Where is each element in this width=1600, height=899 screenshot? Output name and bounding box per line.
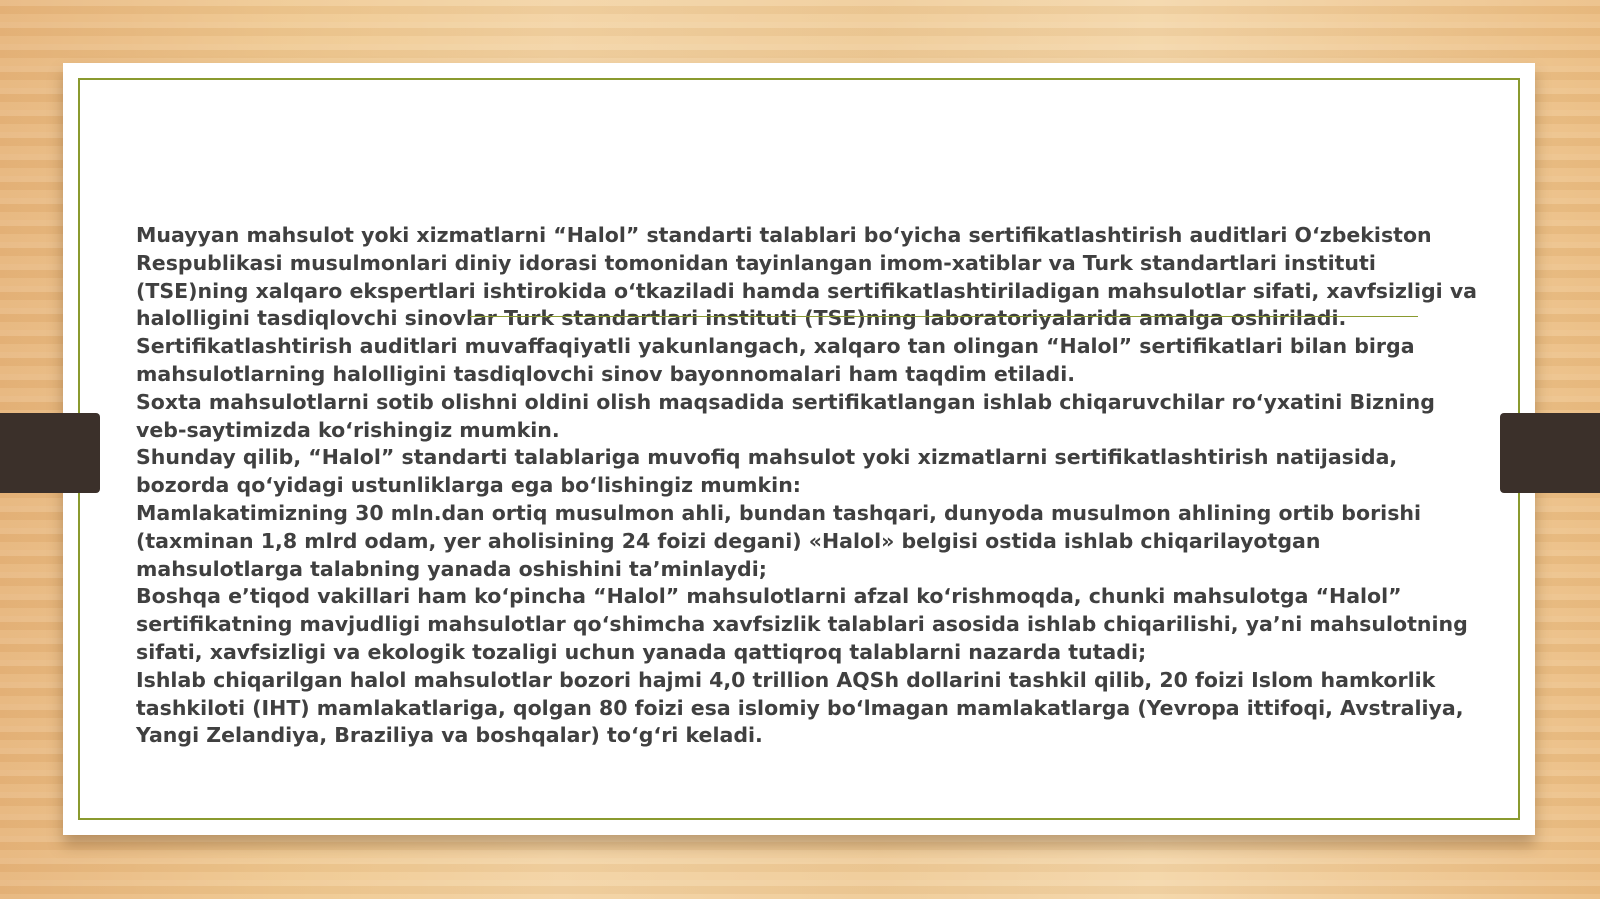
- slide-body-text: [136, 222, 1486, 750]
- paragraph-muslim-population-demand: Mamlakatimizning 30 mln.dan ortiq musulmon ahli, bundan tashqari, dunyoda musulmon ahlining ortib borishi (taxminan 1,8 mlrd odam, yer aholisining 24 foizi degani) «Halol» belgisi ostida ishlab chiqarilayotgan mahsulotlarga talabning yanada oshishini taʼminlaydi;: [136, 500, 1422, 581]
- right-decorative-tab: [1500, 413, 1600, 493]
- left-decorative-tab: [0, 413, 100, 493]
- paragraph-halal-market-size: Ishlab chiqarilgan halol mahsulotlar bozori hajmi 4,0 trillion AQSh dollarini tashkil qilib, 20 foizi Islom hamkorlik tashkiloti (IHT) mamlakatlariga, qolgan 80 foizi esa islomiy boʻlmagan mamlakatlarga (Yevropa ittifoqi, Avstraliya, Yangi Zelandiya, Braziliya va boshqalar) toʻgʻri keladi.: [136, 667, 1464, 748]
- paragraph-market-advantages-intro: Shunday qilib, “Halol” standarti talablariga muvofiq mahsulot yoki xizmatlarni sertifikatlashtirish natijasida, bozorda qoʻyidagi ustunliklarga ega boʻlishingiz mumkin:: [136, 445, 1398, 498]
- decorative-accent-line: [470, 316, 1418, 317]
- paragraph-other-faiths-preference: Boshqa eʼtiqod vakillari ham koʻpincha “Halol” mahsulotlarni afzal koʻrishmoqda, chunki mahsulotga “Halol” sertifikatning mavjudligi mahsulotlar qoʻshimcha xavfsizlik talablari asosida ishlab chiqarilishi, yaʼni mahsulotning sifati, xavfsizligi va ekologik tozaligi uchun yanada qattiqroq talablarni nazarda tutadi;: [136, 584, 1468, 664]
- paragraph-certification-audits: Muayyan mahsulot yoki xizmatlarni “Halol” standarti talablari boʻyicha sertifikatlashtirish auditlari Oʻzbekiston Respublikasi musulmonlari diniy idorasi tomonidan tayinlangan imom-xatiblar va Turk standartlari instituti (TSE)ning xalqaro ekspertlari ishtirokida oʻtkaziladi hamda sertifikatlashtiriladigan mahsulotlar sifati, xavfsizligi va halolligini tasdiqlovchi sinovlar Turk standartlari instituti (TSE)ning laboratoriyalarida amalga oshiriladi. Sertifikatlashtirish auditlari muvaffaqiyatli yakunlangach, xalqaro tan olingan “Halol” sertifikatlari bilan birga mahsulotlarning halolligini tasdiqlovchi sinov bayonnomalari ham taqdim etiladi.: [136, 223, 1478, 386]
- paragraph-certified-producers-list: Soxta mahsulotlarni sotib olishni oldini olish maqsadida sertifikatlangan ishlab chiqaruvchilar roʻyxatini Bizning veb-saytimizda koʻrishingiz mumkin.: [136, 389, 1435, 442]
